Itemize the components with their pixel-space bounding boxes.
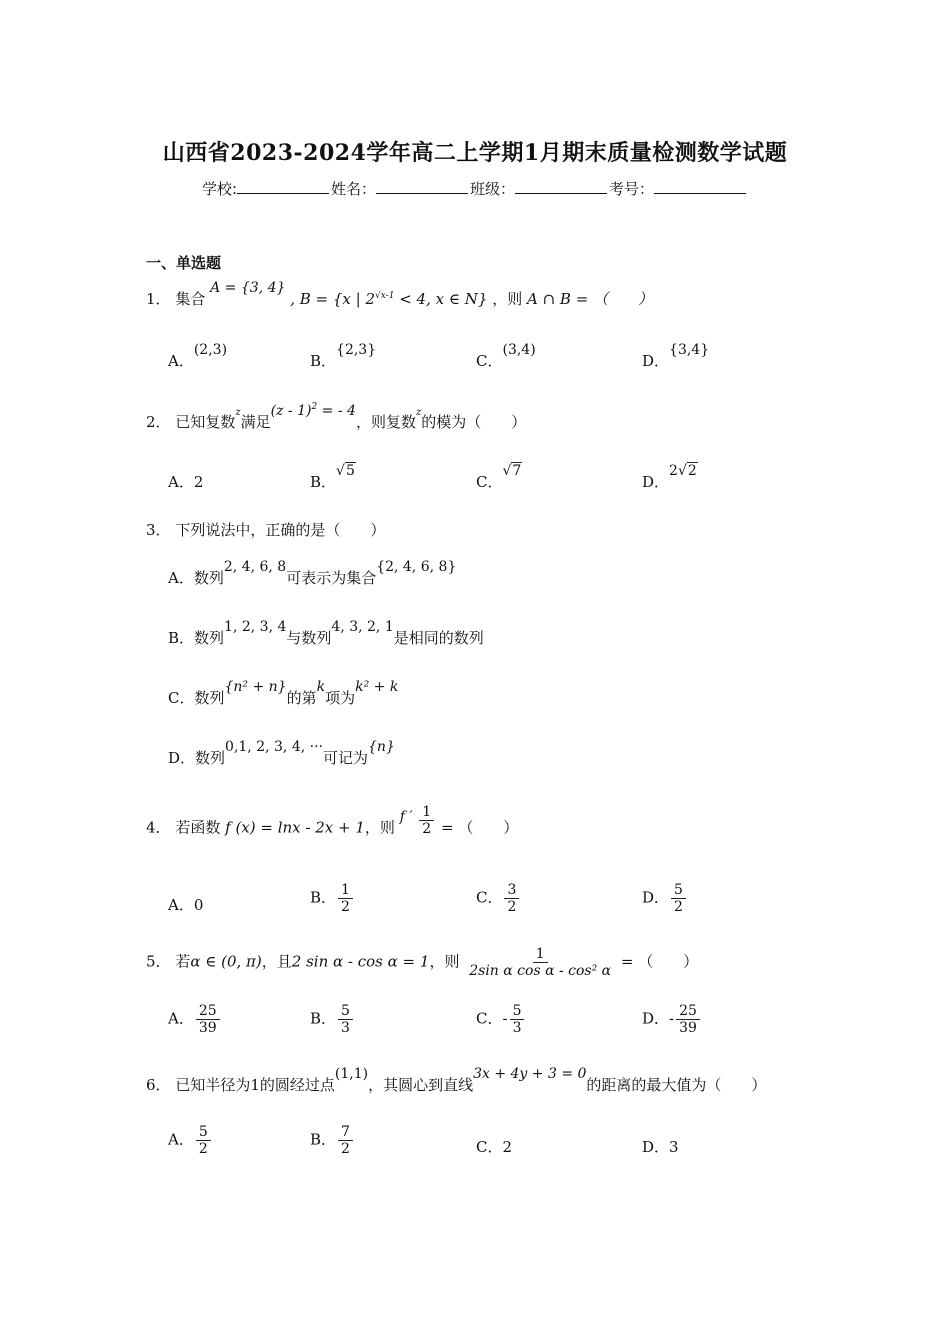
option-label: C． bbox=[476, 1009, 503, 1028]
question-text: 的模为（ ） bbox=[421, 413, 527, 431]
fraction-denominator: 2 bbox=[341, 1141, 350, 1157]
option-5c[interactable] bbox=[476, 1003, 526, 1036]
student-info-line bbox=[0, 178, 950, 199]
question-text: 的距离的最大值为（ ） bbox=[586, 1076, 767, 1094]
option-text: 与数列 bbox=[286, 629, 332, 647]
question-text: 已知半径为1的圆经过点 bbox=[175, 1076, 335, 1094]
option-text: 的第 bbox=[286, 689, 317, 707]
option-label: B． bbox=[310, 1130, 337, 1149]
option-label: A． bbox=[168, 352, 194, 370]
math-expression: A = {3, 4} bbox=[210, 280, 286, 296]
math-expression: k² + k bbox=[355, 679, 399, 695]
question-text: 若 bbox=[175, 952, 191, 971]
school-blank bbox=[237, 179, 329, 194]
option-6b[interactable] bbox=[310, 1124, 355, 1157]
option-label: A． bbox=[168, 1130, 194, 1149]
question-text: ，则 bbox=[364, 818, 395, 837]
math-expression: f (x) = lnx - 2x + 1 bbox=[225, 818, 365, 837]
option-text: 数列 bbox=[194, 629, 225, 647]
math-expression: {n² + n} bbox=[224, 679, 287, 695]
option-label: D． bbox=[642, 888, 670, 907]
option-label: A． bbox=[168, 473, 194, 491]
fraction-denominator: 3 bbox=[341, 1020, 350, 1036]
question-text: ，则复数 bbox=[355, 413, 416, 431]
fraction-numerator: 1 bbox=[338, 882, 353, 899]
option-2a[interactable] bbox=[168, 471, 203, 492]
class-blank bbox=[515, 179, 607, 194]
question-text: 满足 bbox=[240, 413, 271, 431]
math-expression: B = {x | 2 bbox=[299, 290, 376, 308]
fraction-denominator: 2 bbox=[198, 1141, 208, 1157]
fraction-numerator: 25 bbox=[196, 1003, 220, 1020]
fraction-numerator: 5 bbox=[196, 1124, 211, 1141]
question-4 bbox=[146, 804, 519, 845]
fraction-denominator: 2 bbox=[341, 899, 350, 915]
name-label: 姓名： bbox=[331, 180, 377, 198]
option-5a[interactable] bbox=[168, 1003, 222, 1036]
fraction-numerator: 3 bbox=[504, 882, 519, 899]
option-4a[interactable] bbox=[168, 894, 203, 915]
exam-no-blank bbox=[654, 179, 746, 194]
fraction-denominator: 2 bbox=[422, 821, 432, 837]
question-3 bbox=[146, 519, 385, 540]
option-6c[interactable] bbox=[476, 1136, 512, 1157]
math-expression: A ∩ B = （ ） bbox=[526, 290, 654, 308]
fraction-numerator: 5 bbox=[510, 1003, 525, 1020]
question-number: 5． bbox=[146, 952, 171, 971]
math-expression: (z - 1) bbox=[270, 403, 312, 419]
option-label: C． bbox=[476, 473, 503, 491]
math-expression: α ∈ (0, π) bbox=[190, 952, 262, 971]
question-text: ，其圆心到直线 bbox=[368, 1076, 474, 1094]
math-expression: (1,1) bbox=[334, 1066, 369, 1082]
fraction-denominator: 2 bbox=[674, 899, 683, 915]
option-value: 2 bbox=[502, 1138, 513, 1156]
option-label: C． bbox=[476, 352, 503, 370]
option-3d[interactable] bbox=[168, 739, 395, 768]
option-3b[interactable] bbox=[168, 619, 484, 648]
math-expression: = - 4 bbox=[317, 403, 356, 419]
question-text: = （ ） bbox=[620, 952, 699, 971]
fraction-numerator: 5 bbox=[338, 1003, 353, 1020]
question-text: 下列说法中，正确的是（ ） bbox=[175, 521, 386, 539]
question-5 bbox=[146, 946, 698, 979]
option-label: D． bbox=[642, 352, 670, 370]
option-label: B． bbox=[310, 1009, 337, 1028]
option-3c[interactable] bbox=[168, 679, 399, 708]
class-label: 班级： bbox=[470, 180, 516, 198]
math-variable: z bbox=[415, 407, 422, 418]
question-2 bbox=[146, 402, 527, 432]
question-1: 1． 集合 A = {3, 4} , B = {x | $2^{√x-1} < 4$, x ∈ N} ，则 A ∩ B = （ ） bbox=[146, 280, 654, 308]
fraction-numerator: 1 bbox=[533, 946, 548, 963]
school-label: 学校: bbox=[201, 180, 237, 198]
option-1d[interactable] bbox=[642, 342, 710, 371]
math-expression: k bbox=[316, 679, 326, 695]
option-label: C． bbox=[476, 1138, 503, 1156]
option-2c[interactable]: C．√7 bbox=[476, 463, 522, 491]
math-expression: f ′ bbox=[399, 808, 413, 825]
math-expression: 1, 2, 3, 4 bbox=[224, 619, 287, 635]
math-exponent: 2 bbox=[311, 402, 318, 412]
fraction-denominator: 3 bbox=[512, 1020, 522, 1036]
option-value: 2 bbox=[193, 473, 204, 491]
option-value: 7 bbox=[512, 463, 522, 479]
option-6a[interactable] bbox=[168, 1124, 213, 1157]
option-label: B． bbox=[310, 888, 337, 907]
option-label: A． bbox=[168, 896, 194, 914]
option-value: {3,4} bbox=[669, 342, 710, 358]
option-value: 5 bbox=[345, 463, 355, 479]
math-expression: < 4, x ∈ N} bbox=[399, 290, 488, 308]
section-heading: 一、单选题 bbox=[146, 254, 222, 272]
question-number: 4． bbox=[146, 818, 171, 837]
option-value: 2 bbox=[669, 463, 678, 479]
option-value: {2,3} bbox=[336, 342, 377, 358]
option-3a[interactable] bbox=[168, 559, 457, 588]
question-number: 6． bbox=[146, 1076, 171, 1094]
fraction-numerator: 7 bbox=[338, 1124, 353, 1141]
math-expression: 4, 3, 2, 1 bbox=[331, 619, 394, 635]
math-expression: 3x + 4y + 3 = 0 bbox=[473, 1066, 587, 1082]
option-2b[interactable]: B．√5 bbox=[310, 463, 355, 491]
option-label: D． bbox=[642, 1009, 670, 1028]
option-text: 是相同的数列 bbox=[393, 629, 484, 647]
option-2d[interactable]: D．2√2 bbox=[642, 463, 697, 491]
option-text: 数列 bbox=[195, 749, 226, 767]
question-number: 3． bbox=[146, 521, 171, 539]
option-sign: - bbox=[502, 1009, 508, 1028]
fraction-numerator: 1 bbox=[419, 804, 434, 821]
option-text: 可表示为集合 bbox=[286, 569, 377, 587]
fraction-numerator: 5 bbox=[671, 882, 686, 899]
fraction-denominator: 2 bbox=[507, 899, 517, 915]
option-label: D． bbox=[168, 749, 196, 767]
exam-no-label: 考号： bbox=[609, 180, 655, 198]
option-5b[interactable] bbox=[310, 1003, 355, 1036]
option-value: (3,4) bbox=[502, 342, 536, 358]
option-text: 数列 bbox=[193, 569, 224, 587]
option-label: C． bbox=[168, 689, 195, 707]
option-5d[interactable] bbox=[642, 1003, 702, 1036]
question-number: 1． bbox=[146, 290, 171, 308]
option-4d[interactable] bbox=[642, 882, 688, 915]
option-1a[interactable] bbox=[168, 342, 228, 371]
math-expression: 2 sin α - cos α = 1 bbox=[291, 952, 430, 971]
math-fraction bbox=[466, 946, 614, 979]
option-text: 数列 bbox=[194, 689, 225, 707]
option-sign: - bbox=[669, 1009, 675, 1028]
fraction-denominator: 39 bbox=[198, 1020, 217, 1036]
option-4b[interactable] bbox=[310, 882, 355, 915]
fraction-denominator: 39 bbox=[679, 1020, 697, 1036]
name-blank bbox=[376, 179, 468, 194]
option-label: A． bbox=[168, 1009, 194, 1028]
option-label: C． bbox=[476, 888, 503, 907]
option-label: D． bbox=[642, 473, 670, 491]
option-text: 可记为 bbox=[323, 749, 369, 767]
question-text: 集合 bbox=[175, 290, 206, 308]
fraction-denominator: 2sin α cos α - cos² α bbox=[469, 963, 612, 979]
math-expression: 0,1, 2, 3, 4, ··· bbox=[225, 739, 323, 755]
option-value: 3 bbox=[669, 1138, 679, 1156]
option-label: D． bbox=[642, 1138, 670, 1156]
math-expression: 2, 4, 6, 8 bbox=[223, 559, 287, 575]
option-text: 项为 bbox=[325, 689, 356, 707]
option-1b[interactable] bbox=[310, 342, 377, 371]
option-6d[interactable] bbox=[642, 1136, 679, 1157]
math-exponent: √x-1 bbox=[375, 291, 395, 301]
math-expression: {n} bbox=[368, 739, 395, 755]
option-label: B． bbox=[168, 629, 195, 647]
question-number: 2． bbox=[146, 413, 171, 431]
option-label: B． bbox=[310, 473, 337, 491]
option-label: A． bbox=[168, 569, 194, 587]
question-text: 若函数 bbox=[175, 818, 221, 837]
fraction-numerator: 25 bbox=[676, 1003, 700, 1020]
math-fraction bbox=[419, 804, 434, 837]
option-value: (2,3) bbox=[193, 342, 228, 358]
option-value: 2 bbox=[687, 463, 697, 479]
question-6 bbox=[146, 1066, 767, 1095]
question-text: 已知复数 bbox=[175, 413, 236, 431]
option-1c[interactable] bbox=[476, 342, 536, 371]
option-label: B． bbox=[310, 352, 337, 370]
question-text: ，且 bbox=[261, 952, 292, 971]
math-variable: z bbox=[235, 407, 241, 418]
math-expression: {2, 4, 6, 8} bbox=[376, 559, 457, 575]
question-text: ，则 bbox=[429, 952, 460, 971]
option-4c[interactable] bbox=[476, 882, 521, 915]
question-text: ，则 bbox=[492, 290, 523, 308]
page-title: 山西省2023-2024学年高二上学期1月期末质量检测数学试题 bbox=[162, 140, 788, 166]
option-value: 0 bbox=[193, 896, 204, 914]
question-text: = （ ） bbox=[440, 818, 519, 837]
